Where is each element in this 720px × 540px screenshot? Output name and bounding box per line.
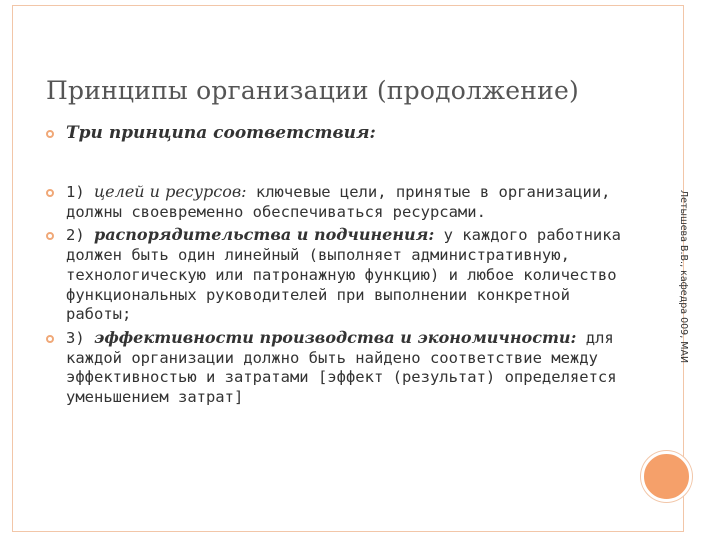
principle-item-3 [46,328,626,408]
principle-item-2 [46,225,626,325]
principle-2-prefix: 2) [66,226,94,245]
lead-item [46,122,626,144]
side-author-note: Летышева В.В., кафедра 009, МАИ [678,190,689,364]
principle-1-text: ключевые цели, принятые в организации, должны своевременно обеспечиваться ресурсами. [66,183,611,221]
bullet-circle-icon [46,130,54,138]
principle-item-1 [46,182,626,222]
principle-1-term [66,183,247,201]
bullet-circle-icon [46,335,54,343]
principle-1-term-text: целей и ресурсов: [94,182,247,201]
principle-3-term: эффективности производства и экономичности: [94,327,577,347]
decorative-circle [641,451,692,502]
bullet-circle-icon [46,189,54,197]
principle-2-text: у каждого работника должен быть один линейный (выполняет административную, технологическую или патронажную функцию) и любое количество функциональных руководителей при выполнении конкретной работы; [66,226,621,324]
slide-title: Принципы организации (продолжение) [46,76,579,105]
principle-3-prefix: 3) [66,328,94,347]
principle-3-text: для каждой организации должно быть найдено соответствие между эффективностью и затратами [эффект (результат) определяется уменьшением затрат] [66,328,617,407]
principle-2-term: распорядительства и подчинения: [94,225,435,245]
bullet-circle-icon [46,232,54,240]
principle-1-number: 1) [66,183,94,201]
slide-content [46,122,626,408]
lead-text: Три принципа соответствия: [66,123,376,143]
